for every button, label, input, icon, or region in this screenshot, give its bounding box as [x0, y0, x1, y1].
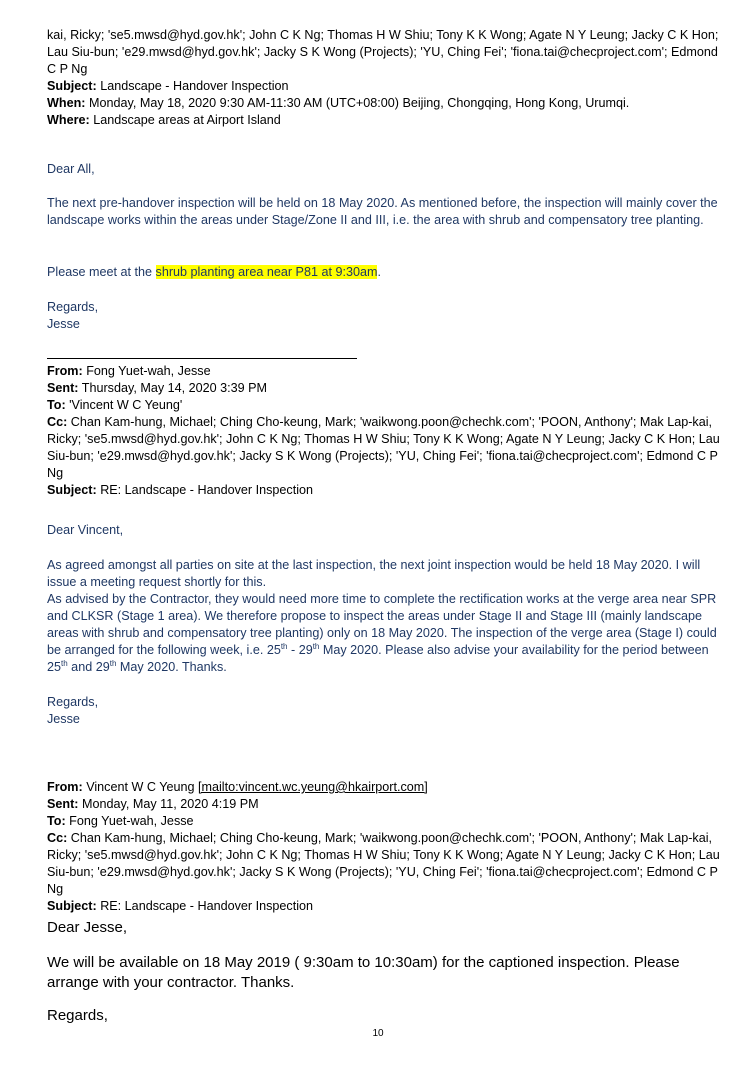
to-label: To: — [47, 814, 66, 828]
sent-value: Monday, May 11, 2020 4:19 PM — [81, 797, 259, 811]
para-2-text-b: - 29 — [287, 643, 313, 657]
subject-label: Subject: — [47, 79, 97, 93]
message-2-para-1: As agreed amongst all parties on site at the last inspection, the next joint inspection would be held 18 May 2020. I will issue a meeting request shortly for this. — [47, 558, 701, 589]
when-line — [47, 95, 722, 112]
signature-1: Jesse — [47, 317, 80, 331]
mailto-link[interactable]: [mailto:vincent.wc.yeung@hkairport.com] — [197, 780, 428, 794]
regards-2: Regards, — [47, 695, 99, 709]
ordinal-suffix: th — [61, 658, 68, 668]
sent-label: Sent: — [47, 797, 79, 811]
cc-value: Chan Kam-hung, Michael; Ching Cho-keung, Mark; 'waikwong.poon@chechk.com'; 'POON, Anthony'; Mak Lap-kai, Ricky; 'se5.mwsd@hyd.gov.hk'; John C K Ng; Thomas H W Shiu; Tony K K Wong; Agate N Y Leung; Jacky C K Hon; Lau Siu-bun; 'e29.mwsd@hyd.gov.hk'; Jacky S K Wong (Projects); 'YU, Ching Fei'; 'fiona.tai@checproject.com'; Edmond C P Ng — [47, 831, 720, 896]
email-header-3 — [47, 779, 722, 915]
subject-value: RE: Landscape - Handover Inspection — [100, 899, 314, 913]
where-label: Where: — [47, 113, 90, 127]
para-2-text-e: May 2020. Thanks. — [116, 660, 227, 674]
ordinal-suffix: th — [280, 641, 288, 651]
cc-label: Cc: — [47, 831, 68, 845]
separator-line — [47, 358, 357, 359]
greeting-3: Dear Jesse, — [47, 919, 128, 936]
page-number: 10 — [372, 1028, 384, 1039]
where-value: Landscape areas at Airport Island — [93, 113, 281, 127]
recipients-continued: kai, Ricky; 'se5.mwsd@hyd.gov.hk'; John C K Ng; Thomas H W Shiu; Tony K K Wong; Agate N Y Leung; Jacky C K Hon; Lau Siu-bun; 'e29.mwsd@hyd.gov.hk'; Jacky S K Wong (Projects); 'YU, Ching Fei'; 'fiona.tai@checproject.com'; Edmond C P Ng — [47, 28, 719, 76]
cc-value: Chan Kam-hung, Michael; Ching Cho-keung, Mark; 'waikwong.poon@chechk.com'; 'POON, Anthony'; Mak Lap-kai, Ricky; 'se5.mwsd@hyd.gov.hk'; John C K Ng; Thomas H W Shiu; Tony K K Wong; Agate N Y Leung; Jacky C K Hon; Lau Siu-bun; 'e29.mwsd@hyd.gov.hk'; Jacky S K Wong (Projects); 'YU, Ching Fei'; 'fiona.tai@checproject.com'; Edmond C P Ng — [47, 415, 720, 480]
subject-value: Landscape - Handover Inspection — [100, 79, 289, 93]
para-2-prefix: Please meet at the — [47, 265, 156, 279]
greeting-1: Dear All, — [47, 162, 95, 176]
sent-label: Sent: — [47, 381, 79, 395]
regards-1: Regards, — [47, 300, 99, 314]
from-line — [47, 779, 722, 796]
subject-label: Subject: — [47, 899, 97, 913]
from-value: Vincent W C Yeung — [86, 780, 195, 794]
highlighted-meeting-point: shrub planting area near P81 at 9:30am — [155, 265, 378, 279]
message-1-para-1: The next pre-handover inspection will be held on 18 May 2020. As mentioned before, the inspection will mainly cover the landscape works within the areas under Stage/Zone II and III, i.e. the area with shrub and compensatory tree planting. — [47, 196, 718, 227]
subject-line — [47, 898, 722, 915]
signature-2: Jesse — [47, 712, 80, 726]
from-value: Fong Yuet-wah, Jesse — [86, 364, 211, 378]
where-line — [47, 112, 722, 129]
cc-label: Cc: — [47, 415, 68, 429]
email-header-2 — [47, 363, 722, 499]
para-2-text-d: and 29 — [67, 660, 110, 674]
email-header-1 — [47, 27, 722, 129]
when-value: Monday, May 18, 2020 9:30 AM-11:30 AM (UTC+08:00) Beijing, Chongqing, Hong Kong, Urumqi. — [88, 96, 630, 110]
subject-line — [47, 78, 722, 95]
para-2-text-a: As advised by the Contractor, they would need more time to complete the rectification works at the verge area near SPR and CLKSR (Stage 1 area). We therefore propose to inspect the areas under Stage II and Stage III (mainly landscape areas with shrub and compensatory tree planting) only on 18 May 2020. The inspection of the verge area (Stage I) could be arranged for the following week, i.e. 25 — [47, 592, 717, 657]
from-label: From: — [47, 780, 83, 794]
to-line — [47, 397, 722, 414]
subject-label: Subject: — [47, 483, 97, 497]
to-label: To: — [47, 398, 66, 412]
sent-line — [47, 796, 722, 813]
when-label: When: — [47, 96, 86, 110]
cc-line — [47, 830, 722, 898]
subject-value: RE: Landscape - Handover Inspection — [100, 483, 314, 497]
to-value: Fong Yuet-wah, Jesse — [69, 814, 194, 828]
message-3-para-1: We will be available on 18 May 2019 ( 9:30am to 10:30am) for the captioned inspection. Please arrange with your contractor. Thanks. — [47, 954, 680, 991]
ordinal-suffix: th — [312, 641, 320, 651]
ordinal-suffix: th — [109, 658, 117, 668]
sent-line — [47, 380, 722, 397]
cc-line — [47, 414, 722, 482]
from-line — [47, 363, 722, 380]
to-line — [47, 813, 722, 830]
to-value: 'Vincent W C Yeung' — [69, 398, 183, 412]
para-2-suffix: . — [377, 265, 381, 279]
message-2-para-2 — [47, 591, 722, 676]
regards-3: Regards, — [47, 1007, 108, 1024]
subject-line — [47, 482, 722, 499]
greeting-2: Dear Vincent, — [47, 523, 124, 537]
para-2-text-c: May 2020. Please also advise your availability for the period between 25 — [47, 643, 709, 674]
sent-value: Thursday, May 14, 2020 3:39 PM — [81, 381, 268, 395]
message-1-para-2 — [47, 264, 722, 281]
from-label: From: — [47, 364, 83, 378]
